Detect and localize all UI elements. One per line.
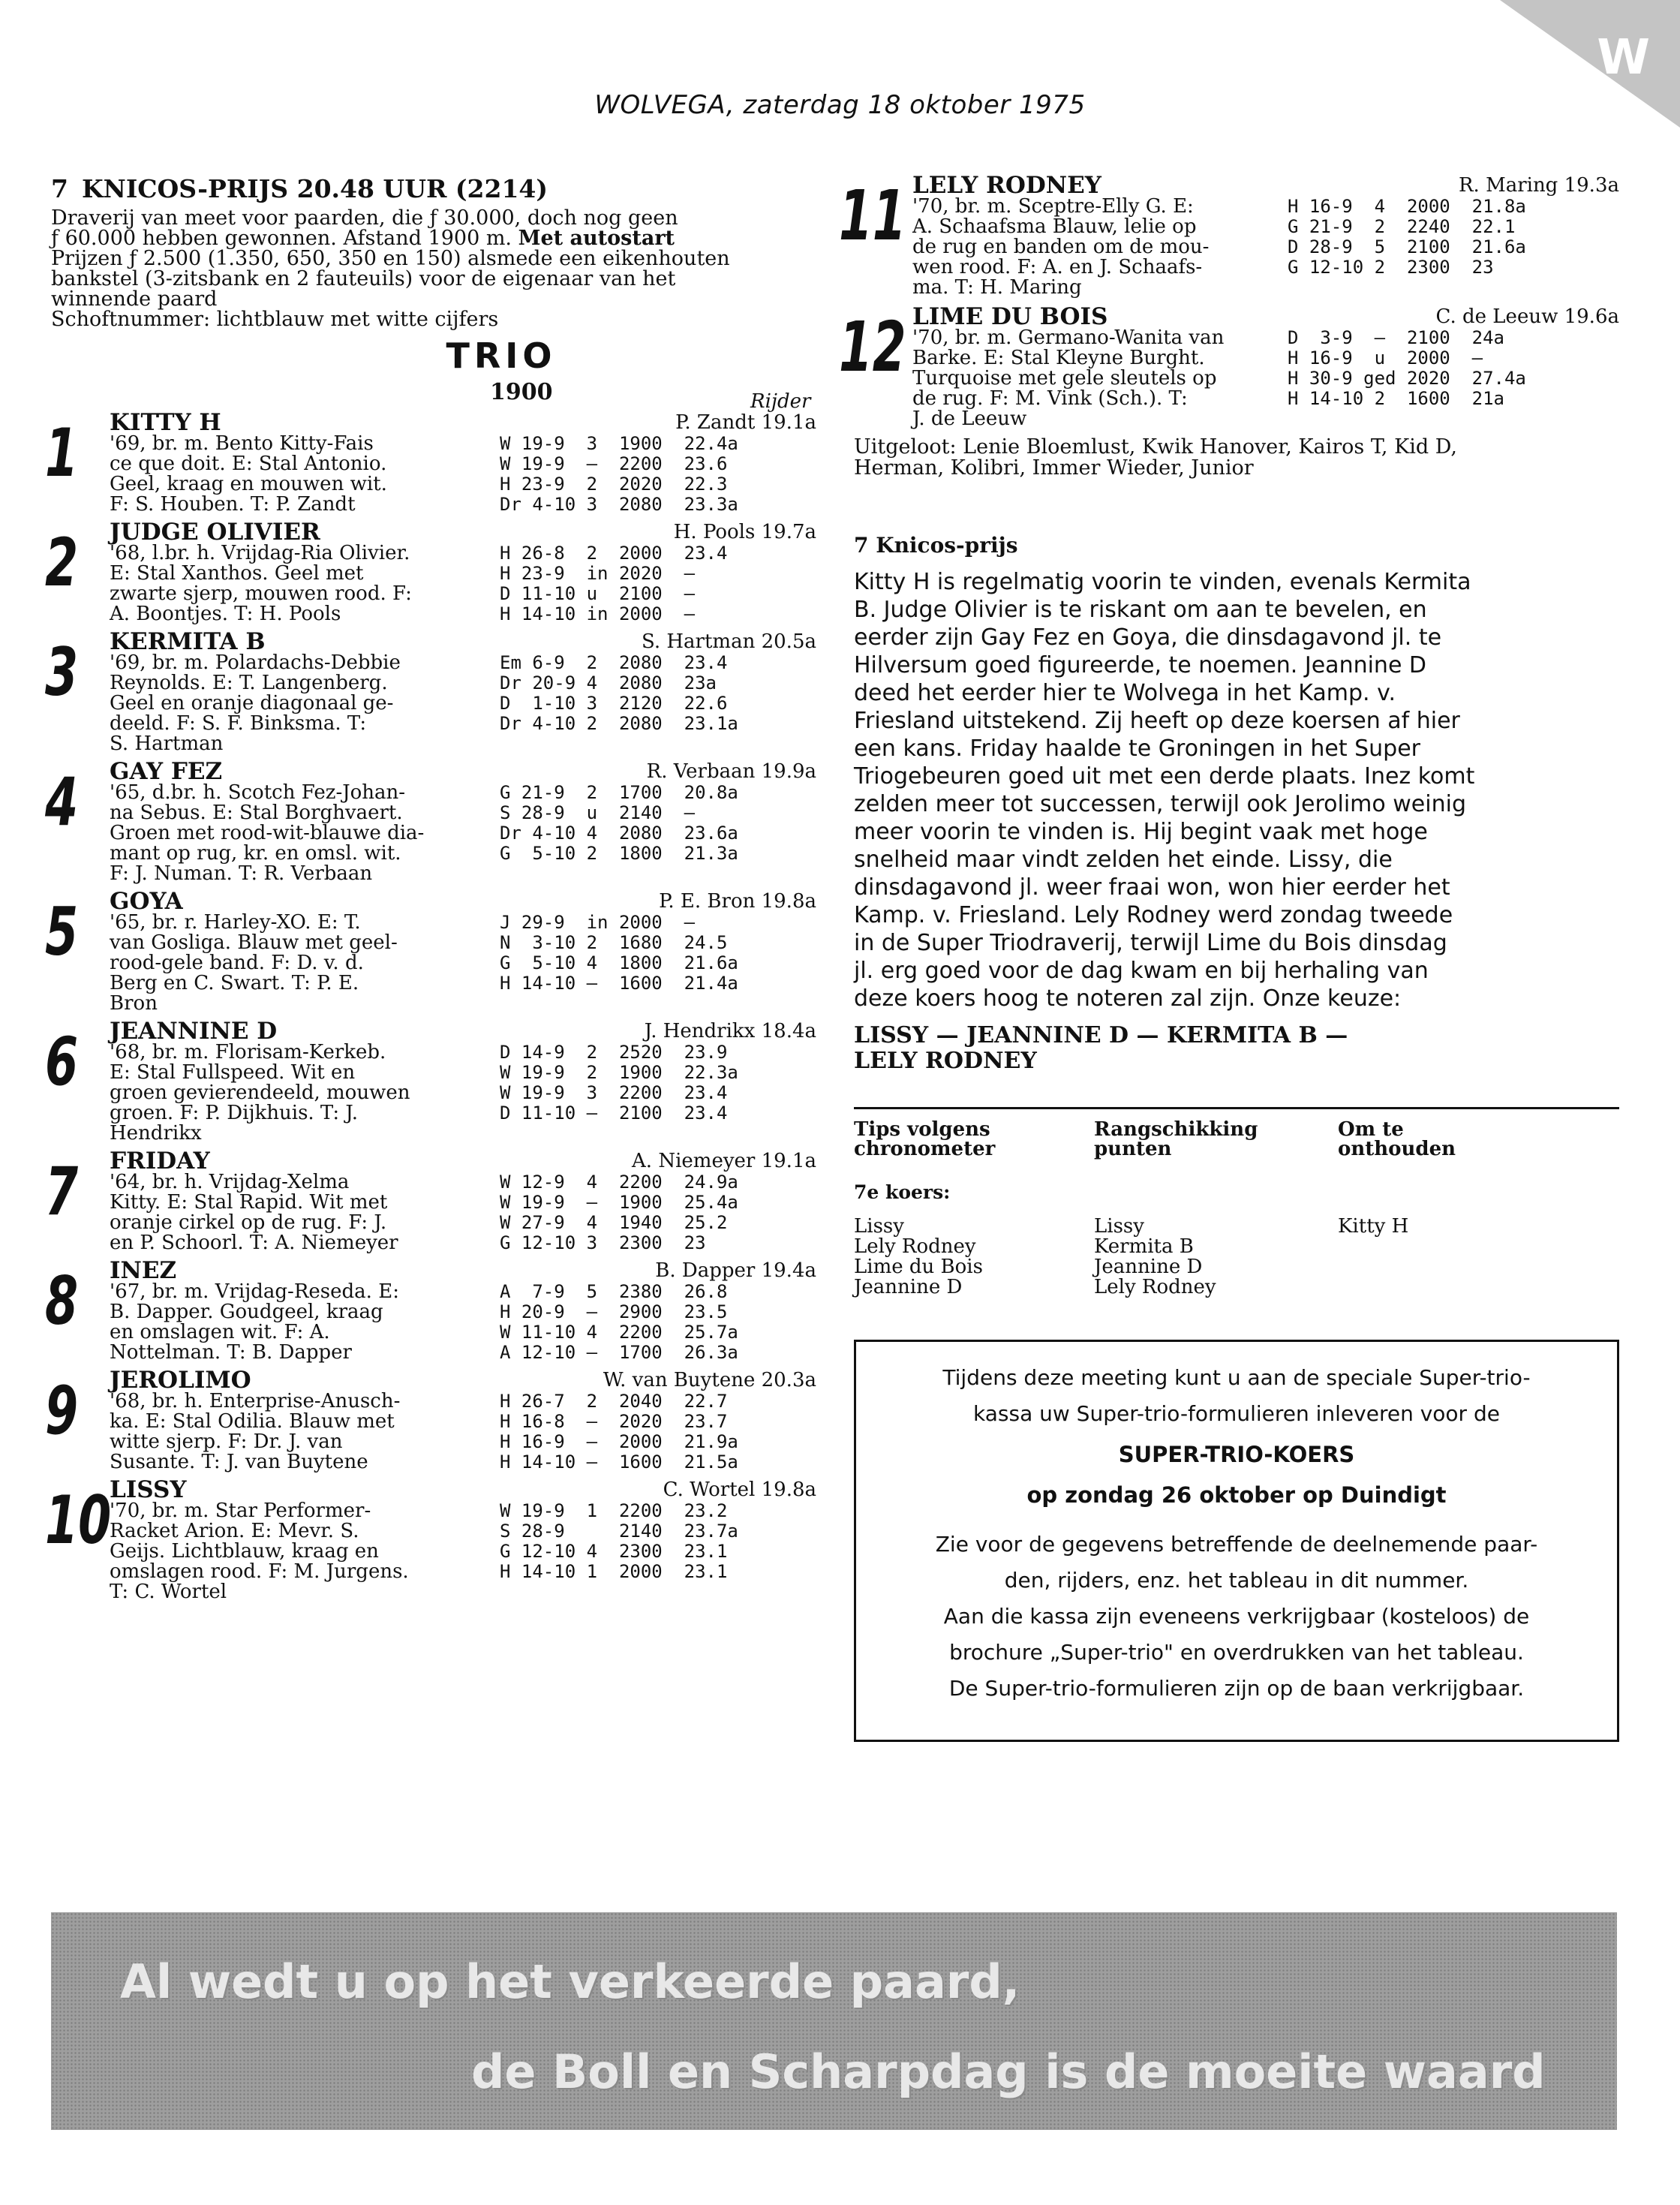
prize-line: bankstel (3-zitsbank en 2 fauteuils) voor de eigenaar van het bbox=[51, 267, 676, 290]
description-line: deeld. F: S. F. Binksma. T: bbox=[110, 712, 367, 735]
commentary-line: Friesland uitstekend. Zij heeft op deze koersen af hier bbox=[854, 708, 1460, 734]
commentary-line: een kans. Friday haalde te Groningen in het Super bbox=[854, 736, 1421, 762]
horse-description bbox=[110, 434, 500, 515]
performance-line: A 7-9 5 2380 26.8 bbox=[500, 1281, 728, 1302]
performance-line: G 12-10 4 2300 23.1 bbox=[500, 1541, 728, 1562]
horse-performances bbox=[500, 543, 727, 624]
horse-entry bbox=[45, 1018, 816, 1145]
horse-entry bbox=[45, 1476, 816, 1603]
tips-entry: Lely Rodney bbox=[1094, 1276, 1216, 1298]
banner-line-2: de Boll en Scharpdag is de moeite waard bbox=[471, 2044, 1546, 2099]
performance-line: W 27-9 4 1940 25.2 bbox=[500, 1212, 728, 1233]
performance-line: G 5-10 4 1800 21.6a bbox=[500, 952, 738, 973]
description-line: Hendrikx bbox=[110, 1122, 202, 1145]
performance-line: Dr 4-10 3 2080 23.3a bbox=[500, 494, 738, 515]
performance-line: D 14-9 2 2520 23.9 bbox=[500, 1042, 728, 1063]
performance-line: H 20-9 — 2900 23.5 bbox=[500, 1301, 728, 1322]
description-line: groen gevierendeeld, mouwen bbox=[110, 1081, 410, 1104]
performance-line: D 1-10 3 2120 22.6 bbox=[500, 693, 728, 714]
description-line: Racket Arion. E: Mevr. S. bbox=[110, 1520, 359, 1542]
description-line: '64, br. h. Vrijdag-Xelma bbox=[110, 1171, 350, 1193]
description-line: ka. E: Stal Odilia. Blauw met bbox=[110, 1410, 395, 1433]
race-title bbox=[51, 174, 816, 203]
performance-line: H 16-9 — 2000 21.9a bbox=[500, 1431, 738, 1452]
performance-line: W 19-9 — 2200 23.6 bbox=[500, 453, 728, 474]
horse-description bbox=[110, 1501, 500, 1602]
description-line: Kitty. E: Stal Rapid. Wit met bbox=[110, 1191, 388, 1214]
horse-description bbox=[110, 543, 500, 624]
description-line: '70, br. m. Star Performer- bbox=[110, 1500, 371, 1522]
performance-line: Em 6-9 2 2080 23.4 bbox=[500, 652, 728, 673]
horse-performances bbox=[1288, 197, 1526, 298]
description-line: A. Schaafsma Blauw, lelie op bbox=[912, 215, 1197, 238]
right-column bbox=[839, 174, 1619, 1742]
description-line: ce que doit. E: Stal Antonio. bbox=[110, 453, 387, 475]
performance-line: G 12-10 3 2300 23 bbox=[500, 1232, 706, 1253]
description-line: en omslagen wit. F: A. bbox=[110, 1321, 330, 1343]
tips-rows bbox=[854, 1217, 1619, 1298]
description-line: B. Dapper. Goudgeel, kraag bbox=[110, 1301, 383, 1323]
horse-entry bbox=[45, 1367, 816, 1473]
race-conditions bbox=[51, 208, 816, 329]
performance-line: Dr 20-9 4 2080 23a bbox=[500, 672, 717, 693]
horse-driver: R. Verbaan 19.9a bbox=[646, 760, 816, 783]
horse-number: 3 bbox=[45, 633, 79, 711]
race-card-column bbox=[45, 174, 816, 1603]
description-line: '69, br. m. Polardachs-Debbie bbox=[110, 651, 401, 674]
rijder-heading: Rijder bbox=[750, 390, 811, 413]
commentary-line: zelden meer tot successen, terwijl ook Jerolimo weinig bbox=[854, 791, 1466, 817]
performance-line: A 12-10 — 1700 26.3a bbox=[500, 1342, 738, 1363]
horse-number: 11 bbox=[839, 176, 906, 256]
commentary-choice: LISSY — JEANNINE D — KERMITA B — LELY RODNEY bbox=[854, 1022, 1348, 1074]
horse-name: INEZ bbox=[110, 1257, 177, 1284]
notice-date: op zondag 26 oktober op Duindigt bbox=[1026, 1482, 1447, 1508]
horse-name: KERMITA B bbox=[110, 628, 266, 655]
horse-performances bbox=[500, 1042, 738, 1144]
race-name: KNICOS-PRIJS 20.48 UUR (2214) bbox=[81, 174, 548, 203]
performance-line: Dr 4-10 2 2080 23.1a bbox=[500, 713, 738, 734]
horse-description bbox=[110, 1282, 500, 1363]
performance-line: D 11-10 u 2100 — bbox=[500, 583, 696, 604]
description-line: '68, l.br. h. Vrijdag-Ria Olivier. bbox=[110, 542, 410, 564]
schoft-note: Schoftnummer: lichtblauw met witte cijfers bbox=[51, 308, 499, 331]
horse-number: 9 bbox=[45, 1372, 79, 1449]
prize-line: Prijzen ƒ 2.500 (1.350, 650, 350 en 150) alsmede een eikenhouten bbox=[51, 247, 730, 270]
horse-number: 5 bbox=[45, 893, 79, 970]
horse-name: KITTY H bbox=[110, 409, 221, 436]
description-line: Reynolds. E: T. Langenberg. bbox=[110, 672, 388, 694]
performance-line: J 29-9 in 2000 — bbox=[500, 912, 696, 933]
commentary-title: 7 Knicos-prijs bbox=[854, 533, 1018, 558]
performance-line: H 14-10 — 1600 21.5a bbox=[500, 1451, 738, 1473]
tips-header-chronometer: Tips volgens chronometer bbox=[854, 1118, 996, 1160]
super-trio-notice bbox=[854, 1340, 1619, 1742]
performance-line: G 21-9 2 2240 22.1 bbox=[1288, 216, 1516, 237]
commentary-text bbox=[854, 568, 1619, 1012]
horse-driver: P. Zandt 19.1a bbox=[675, 411, 816, 434]
horse-performances bbox=[500, 913, 738, 1014]
horse-description bbox=[912, 328, 1288, 429]
commentary-line: in de Super Triodraverij, terwijl Lime du Bois dinsdag bbox=[854, 930, 1447, 956]
commentary-line: Kitty H is regelmatig voorin te vinden, evenals Kermita bbox=[854, 569, 1471, 595]
horse-number: 1 bbox=[45, 414, 79, 492]
description-line: Berg en C. Swart. T: P. E. bbox=[110, 972, 359, 994]
horse-performances bbox=[500, 1172, 738, 1253]
horse-driver: C. de Leeuw 19.6a bbox=[1435, 305, 1619, 328]
performance-line: S 28-9 2140 23.7a bbox=[500, 1521, 738, 1542]
notice-line: kassa uw Super-trio-formulieren inleveren voor de bbox=[973, 1401, 1500, 1426]
horse-name: GOYA bbox=[110, 888, 183, 915]
horse-entry bbox=[45, 1148, 816, 1254]
banner-line-1: Al wedt u op het verkeerde paard, bbox=[120, 1954, 1020, 2009]
performance-line: W 19-9 3 1900 22.4a bbox=[500, 433, 738, 454]
horse-performances bbox=[500, 1282, 738, 1363]
notice-line: De Super-trio-formulieren zijn op de baan verkrijgbaar. bbox=[948, 1676, 1525, 1701]
performance-line: D 3-9 — 2100 24a bbox=[1288, 327, 1504, 348]
horse-list bbox=[45, 409, 816, 1603]
description-line: A. Boontjes. T: H. Pools bbox=[110, 603, 341, 625]
performance-line: W 19-9 3 2200 23.4 bbox=[500, 1082, 728, 1103]
trio-label: TRIO bbox=[446, 335, 557, 376]
description-line: T: C. Wortel bbox=[110, 1581, 227, 1603]
horse-description bbox=[912, 197, 1288, 298]
description-line: Geijs. Lichtblauw, kraag en bbox=[110, 1540, 379, 1563]
commentary-line: deze koers hoog te noteren zal zijn. Onze keuze: bbox=[854, 985, 1402, 1012]
description-line: '68, br. h. Enterprise-Anusch- bbox=[110, 1390, 401, 1412]
horse-name: FRIDAY bbox=[110, 1148, 210, 1175]
performance-line: W 19-9 2 1900 22.3a bbox=[500, 1062, 738, 1083]
horse-entry bbox=[45, 1257, 816, 1364]
notice-line: den, rijders, enz. het tableau in dit nummer. bbox=[1004, 1568, 1469, 1593]
horse-name: JUDGE OLIVIER bbox=[110, 519, 320, 546]
description-line: J. de Leeuw bbox=[912, 408, 1027, 430]
description-line: E: Stal Fullspeed. Wit en bbox=[110, 1061, 356, 1084]
horse-performances bbox=[500, 653, 738, 754]
page-header: WOLVEGA, zaterdag 18 oktober 1975 bbox=[594, 90, 1086, 120]
performance-line: H 26-8 2 2000 23.4 bbox=[500, 543, 728, 564]
tips-header-punten: Rangschikking punten bbox=[1094, 1118, 1258, 1160]
performance-line: W 11-10 4 2200 25.7a bbox=[500, 1322, 738, 1343]
performance-line: G 5-10 2 1800 21.3a bbox=[500, 843, 738, 864]
horse-driver: J. Hendrikx 18.4a bbox=[644, 1020, 816, 1042]
tips-entry: Lely Rodney bbox=[854, 1235, 976, 1258]
description-line: Nottelman. T: B. Dapper bbox=[110, 1341, 352, 1364]
horse-number: 7 bbox=[45, 1153, 79, 1230]
commentary-line: Hilversum goed figureerde, te noemen. Jeannine D bbox=[854, 652, 1427, 678]
tips-col-punten bbox=[1094, 1217, 1338, 1298]
intro-line: Draverij van meet voor paarden, die ƒ 30.000, doch nog geen bbox=[51, 206, 678, 230]
performance-line: H 30-9 ged 2020 27.4a bbox=[1288, 368, 1526, 389]
tips-header-onthouden: Om te onthouden bbox=[1338, 1118, 1456, 1160]
commentary-line: snelheid maar vindt zelden het einde. Lissy, die bbox=[854, 847, 1393, 873]
horse-entry bbox=[839, 174, 1619, 298]
description-line: '69, br. m. Bento Kitty-Fais bbox=[110, 432, 374, 455]
description-line: Turquoise met gele sleutels op bbox=[912, 367, 1217, 390]
horse-driver: W. van Buytene 20.3a bbox=[603, 1369, 816, 1391]
horse-name: JEANNINE D bbox=[110, 1018, 278, 1045]
tips-entry: Jeannine D bbox=[854, 1276, 963, 1298]
description-line: Barke. E: Stal Kleyne Burght. bbox=[912, 347, 1205, 369]
description-line: wen rood. F: A. en J. Schaafs- bbox=[912, 256, 1203, 278]
description-line: en P. Schoorl. T: A. Niemeyer bbox=[110, 1232, 398, 1254]
tips-col-onthouden bbox=[1338, 1217, 1408, 1298]
performance-line: N 3-10 2 1680 24.5 bbox=[500, 932, 728, 953]
performance-line: D 28-9 5 2100 21.6a bbox=[1288, 236, 1526, 257]
horse-name: JEROLIMO bbox=[110, 1367, 251, 1394]
horse-performances bbox=[1288, 328, 1526, 429]
horse-driver: H. Pools 19.7a bbox=[673, 521, 816, 543]
prize-line: winnende paard bbox=[51, 287, 218, 311]
performance-line: H 16-9 u 2000 — bbox=[1288, 347, 1483, 369]
performance-line: H 26-7 2 2040 22.7 bbox=[500, 1391, 728, 1412]
commentary-line: jl. erg goed voor de dag kwam en bij herhaling van bbox=[854, 958, 1429, 984]
description-line: '68, br. m. Florisam-Kerkeb. bbox=[110, 1041, 386, 1063]
tips-header bbox=[854, 1120, 1619, 1159]
description-line: '67, br. m. Vrijdag-Reseda. E: bbox=[110, 1280, 399, 1303]
description-line: mant op rug, kr. en omsl. wit. bbox=[110, 842, 401, 865]
description-line: de rug. F: M. Vink (Sch.). T: bbox=[912, 387, 1188, 410]
performance-line: W 19-9 — 1900 25.4a bbox=[500, 1192, 738, 1213]
description-line: Groen met rood-wit-blauwe dia- bbox=[110, 822, 425, 844]
description-line: '65, br. r. Harley-XO. E: T. bbox=[110, 911, 361, 934]
horse-entry bbox=[839, 305, 1619, 429]
horse-number: 4 bbox=[45, 763, 79, 841]
horse-name: LELY RODNEY bbox=[912, 172, 1101, 199]
tips-col-chronometer bbox=[854, 1217, 1094, 1298]
description-line: ma. T: H. Maring bbox=[912, 276, 1082, 299]
intro-line: ƒ 60.000 hebben gewonnen. Afstand 1900 m. Met autostart bbox=[51, 227, 675, 250]
performance-line: D 11-10 — 2100 23.4 bbox=[500, 1102, 728, 1124]
description-line: E: Stal Xanthos. Geel met bbox=[110, 562, 364, 585]
tips-entry: Kermita B bbox=[1094, 1235, 1194, 1258]
description-line: rood-gele band. F: D. v. d. bbox=[110, 952, 364, 974]
tips-entry: Lissy bbox=[1094, 1215, 1144, 1238]
performance-line: H 23-9 in 2020 — bbox=[500, 563, 696, 584]
description-line: groen. F: P. Dijkhuis. T: J. bbox=[110, 1102, 359, 1124]
scratched-list: Uitgeloot: Lenie Bloemlust, Kwik Hanover, Kairos T, Kid D, Herman, Kolibri, Immer Wieder, Junior bbox=[854, 435, 1458, 480]
performance-line: H 14-10 — 1600 21.4a bbox=[500, 973, 738, 994]
performance-line: H 23-9 2 2020 22.3 bbox=[500, 474, 728, 495]
commentary-line: meer voorin te vinden is. Hij begint vaak met hoge bbox=[854, 819, 1428, 845]
tips-table bbox=[854, 1107, 1619, 1298]
horse-description bbox=[110, 1042, 500, 1144]
horse-performances bbox=[500, 783, 738, 884]
horse-entry bbox=[45, 409, 816, 516]
performance-line: G 21-9 2 1700 20.8a bbox=[500, 782, 738, 803]
horse-description bbox=[110, 783, 500, 884]
horse-driver: P. E. Bron 19.8a bbox=[659, 890, 816, 913]
horse-description bbox=[110, 1172, 500, 1253]
description-line: '70, br. m. Sceptre-Elly G. E: bbox=[912, 195, 1194, 218]
commentary-line: Kamp. v. Friesland. Lely Rodney werd zondag tweede bbox=[854, 902, 1453, 928]
description-line: F: S. Houben. T: P. Zandt bbox=[110, 493, 356, 516]
horse-driver: S. Hartman 20.5a bbox=[641, 630, 816, 653]
notice-line: Aan die kassa zijn eveneens verkrijgbaar (kosteloos) de bbox=[943, 1604, 1530, 1629]
performance-line: H 16-9 4 2000 21.8a bbox=[1288, 196, 1526, 217]
tips-entry: Lime du Bois bbox=[854, 1256, 983, 1278]
horse-entry bbox=[45, 519, 816, 625]
horse-performances bbox=[500, 1391, 738, 1473]
race-number: 7 bbox=[51, 174, 68, 203]
description-line: van Gosliga. Blauw met geel- bbox=[110, 931, 398, 954]
description-line: F: J. Numan. T: R. Verbaan bbox=[110, 862, 373, 885]
performance-line: W 12-9 4 2200 24.9a bbox=[500, 1172, 738, 1193]
notice-title: SUPER-TRIO-KOERS bbox=[1118, 1442, 1355, 1467]
horse-driver: A. Niemeyer 19.1a bbox=[632, 1150, 816, 1172]
description-line: Bron bbox=[110, 992, 158, 1015]
horse-description bbox=[110, 653, 500, 754]
description-line: Susante. T: J. van Buytene bbox=[110, 1451, 368, 1473]
tips-entry: Jeannine D bbox=[1094, 1256, 1203, 1278]
commentary-line: deed het eerder hier te Wolvega in het Kamp. v. bbox=[854, 680, 1396, 706]
horse-name: GAY FEZ bbox=[110, 758, 223, 785]
description-line: '70, br. m. Germano-Wanita van bbox=[912, 326, 1225, 349]
performance-line: G 12-10 2 2300 23 bbox=[1288, 257, 1494, 278]
horse-number: 12 bbox=[839, 307, 906, 387]
horse-performances bbox=[500, 1501, 738, 1602]
horse-performances bbox=[500, 434, 738, 515]
horse-name: LISSY bbox=[110, 1476, 187, 1503]
performance-line: H 16-8 — 2020 23.7 bbox=[500, 1411, 728, 1432]
horse-driver: C. Wortel 19.8a bbox=[663, 1479, 816, 1501]
performance-line: H 14-10 1 2000 23.1 bbox=[500, 1561, 728, 1582]
description-line: zwarte sjerp, mouwen rood. F: bbox=[110, 582, 412, 605]
performance-line: H 14-10 in 2000 — bbox=[500, 603, 696, 624]
description-line: omslagen rood. F: M. Jurgens. bbox=[110, 1560, 409, 1583]
commentary-line: eerder zijn Gay Fez en Goya, die dinsdagavond jl. te bbox=[854, 624, 1442, 651]
distance-heading: 1900 bbox=[490, 379, 553, 405]
horse-entry bbox=[45, 758, 816, 885]
description-line: witte sjerp. F: Dr. J. van bbox=[110, 1430, 343, 1453]
horse-entry bbox=[45, 888, 816, 1015]
description-line: Geel, kraag en mouwen wit. bbox=[110, 473, 387, 495]
horse-entry bbox=[45, 628, 816, 755]
description-line: de rug en banden om de mou- bbox=[912, 236, 1210, 258]
description-line: S. Hartman bbox=[110, 732, 224, 755]
horse-number: 10 bbox=[45, 1482, 112, 1559]
performance-line: H 14-10 2 1600 21a bbox=[1288, 388, 1504, 409]
horse-list-continued bbox=[839, 174, 1619, 429]
description-line: Geel en oranje diagonaal ge- bbox=[110, 692, 394, 714]
horse-number: 8 bbox=[45, 1262, 79, 1340]
description-line: oranje cirkel op de rug. F: J. bbox=[110, 1211, 387, 1234]
performance-line: S 28-9 u 2140 — bbox=[500, 802, 696, 823]
horse-description bbox=[110, 913, 500, 1014]
notice-line: Zie voor de gegevens betreffende de deelnemende paar- bbox=[935, 1532, 1538, 1557]
commentary-line: dinsdagavond jl. weer fraai won, won hier eerder het bbox=[854, 874, 1450, 901]
tips-entry: Kitty H bbox=[1338, 1215, 1409, 1238]
performance-line: W 19-9 1 2200 23.2 bbox=[500, 1500, 728, 1521]
horse-number: 6 bbox=[45, 1023, 79, 1100]
horse-name: LIME DU BOIS bbox=[912, 303, 1108, 330]
autostart-note: Met autostart bbox=[518, 227, 675, 250]
horse-driver: R. Maring 19.3a bbox=[1458, 174, 1619, 197]
commentary-line: Triogebeuren goed uit met een derde plaats. Inez komt bbox=[854, 763, 1475, 790]
notice-line: Tijdens deze meeting kunt u aan de speciale Super-trio- bbox=[942, 1365, 1531, 1390]
tips-entry: Lissy bbox=[854, 1215, 904, 1238]
horse-number: 2 bbox=[45, 524, 79, 601]
tips-race-label: 7e koers: bbox=[854, 1181, 951, 1203]
performance-line: Dr 4-10 4 2080 23.6a bbox=[500, 823, 738, 844]
section-letter: W bbox=[1597, 30, 1650, 86]
description-line: na Sebus. E: Stal Borghvaert. bbox=[110, 802, 403, 824]
commentary-line: B. Judge Olivier is te riskant om aan te bevelen, en bbox=[854, 597, 1427, 623]
notice-line: brochure „Super-trio" en overdrukken van het tableau. bbox=[949, 1640, 1524, 1665]
advert-banner bbox=[51, 1912, 1617, 2130]
horse-driver: B. Dapper 19.4a bbox=[655, 1259, 816, 1282]
description-line: '65, d.br. h. Scotch Fez-Johan- bbox=[110, 781, 406, 804]
horse-description bbox=[110, 1391, 500, 1473]
